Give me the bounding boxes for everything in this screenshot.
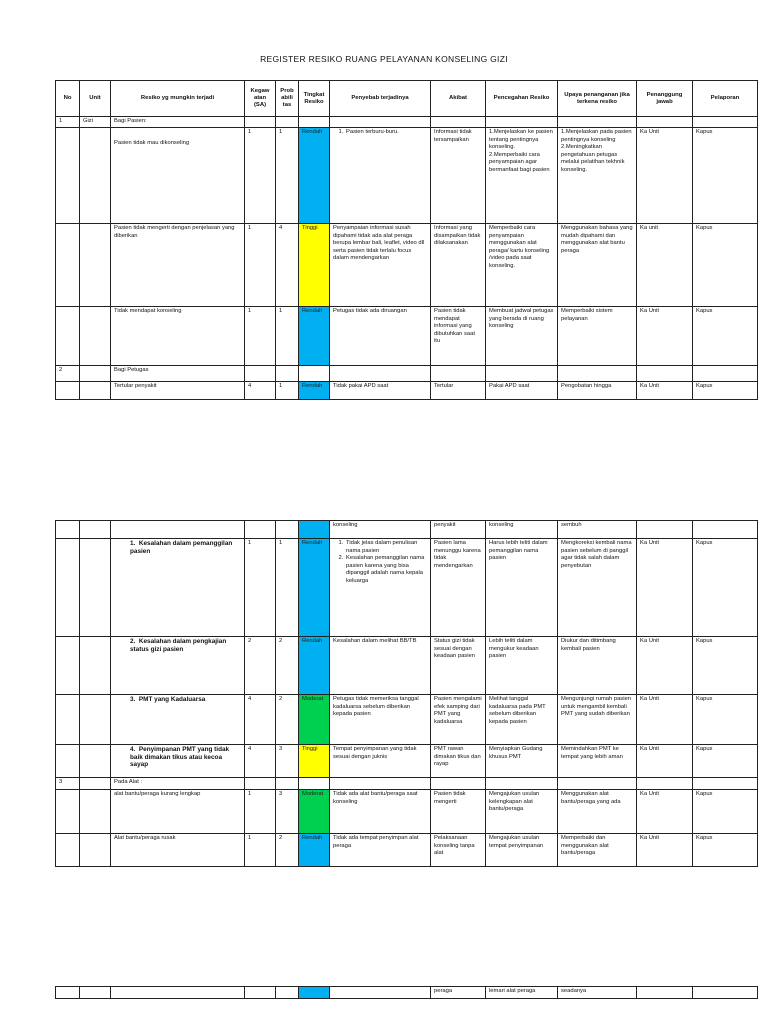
cell-akibat: Tertular	[431, 382, 486, 400]
header-kegawatan: Kegaw atan (SA)	[245, 81, 276, 117]
cell-tingkat: Tinggi	[299, 745, 330, 778]
cell-resiko: Pasien tidak mengerti dengan penjelasan yang diberikan	[111, 224, 245, 307]
cell-tingkat	[299, 987, 330, 999]
cell-pelaporan: Kapus	[693, 128, 758, 224]
cell-prob: 1	[276, 307, 299, 366]
cell-tingkat: Rendah	[299, 539, 330, 637]
cell-resiko: Tidak mendapat konseling	[111, 307, 245, 366]
cell-upaya: Pengobatan hingga	[558, 382, 637, 400]
table-row	[56, 117, 758, 128]
cell-upaya: Diukur dan ditimbang kembali pasien	[558, 637, 637, 695]
cell-prob: 2	[276, 695, 299, 745]
cell-sa: 4	[245, 745, 276, 778]
header-pencegahan: Pencegahan Resiko	[486, 81, 558, 117]
header-tingkat: Tingkat Resiko	[299, 81, 330, 117]
cell-no: 2	[56, 366, 80, 382]
cell-pelaporan: Kapus	[693, 745, 758, 778]
cell-akibat: peraga	[431, 987, 486, 999]
header-akibat: Akibat	[431, 81, 486, 117]
document-title: REGISTER RESIKO RUANG PELAYANAN KONSELING GIZI	[260, 54, 508, 64]
table-row	[56, 745, 758, 778]
cell-penyebab: Petugas tidak memeriksa tanggal kadaluarsa sebelum diberikan kepada pasien	[330, 695, 431, 745]
table-row	[56, 778, 758, 790]
cell-upaya: sembuh	[558, 521, 637, 539]
table-row	[56, 790, 758, 834]
cell-upaya: Mengunjungi rumah pasien untuk mengambil kembali PMT yang sudah diberikan	[558, 695, 637, 745]
cell-sa: 1	[245, 790, 276, 834]
cell-penyebab: Kesalahan dalam melihat BB/TB	[330, 637, 431, 695]
risk-register-table-1	[55, 80, 758, 400]
cell-sa: 1	[245, 834, 276, 867]
penyebab-item: 1. Pasien terburu-buru.	[345, 129, 427, 137]
cell-pj: Ka Unit	[637, 382, 693, 400]
cell-upaya: Menggunakan alat bantu/peraga yang ada	[558, 790, 637, 834]
cell-pj: Ka unit	[637, 224, 693, 307]
cell-pencegahan: Menyiapkan Gudang khusus PMT	[486, 745, 558, 778]
risk-register-table-3	[55, 986, 758, 999]
cell-pj: Ka Unit	[637, 128, 693, 224]
cell-resiko	[111, 745, 245, 778]
cell-akibat: PMT rawan dimakan tikus dan rayap	[431, 745, 486, 778]
cell-prob: 3	[276, 790, 299, 834]
cell-akibat: Informasi tidak tersampaikan	[431, 128, 486, 224]
cell-upaya: Menggunakan bahasa yang mudah dipahami dan menggunakan alat bantu peraga	[558, 224, 637, 307]
cell-penyebab: Penyampaian informasi susah dipahami tidak ada alat peraga berupa lembar bali, leaflet, video dll serta pasien tidak terlalu focus dalam mendengarkan	[330, 224, 431, 307]
header-penyebab: Penyebab terjadinya	[330, 81, 431, 117]
table-row	[56, 987, 758, 999]
cell-pj: Ka Unit	[637, 307, 693, 366]
cell-prob: 4	[276, 224, 299, 307]
cell-akibat: penyakit	[431, 521, 486, 539]
cell-tingkat: Moderat	[299, 790, 330, 834]
cell-pelaporan: Kapus	[693, 382, 758, 400]
cell-resiko: alat bantu/peraga kurang lengkap	[111, 790, 245, 834]
header-unit: Unit	[80, 81, 111, 117]
cell-tingkat: Rendah	[299, 637, 330, 695]
cell-prob: 1	[276, 382, 299, 400]
cell-upaya	[558, 128, 637, 224]
cell-resiko: Bagi Petugas	[111, 366, 245, 382]
cell-pencegahan: Harus lebih teliti dalam pemanggilan nama pasien	[486, 539, 558, 637]
cell-pencegahan: Membuat jadwal petugas yang berada di ruang konseling	[486, 307, 558, 366]
cell-pj: Ka Unit	[637, 695, 693, 745]
cell-prob: 3	[276, 745, 299, 778]
cell-sa: 4	[245, 695, 276, 745]
table-row	[56, 224, 758, 307]
table-row	[56, 366, 758, 382]
cell-upaya: Memperbaiki dan menggunakan alat bantu/peraga	[558, 834, 637, 867]
table-row	[56, 539, 758, 637]
resiko-text: Pasien tidak mau dikonseling	[114, 140, 190, 146]
table-row	[56, 521, 758, 539]
cell-akibat: Pasien tidak mendapat informasi yang dibutuhkan saat itu	[431, 307, 486, 366]
cell-pencegahan: Lebih teliti dalam mengukur keadaan pasien	[486, 637, 558, 695]
table-row	[56, 128, 758, 224]
resiko-item-1: 1. Kesalahan dalam pemanggilan pasien	[130, 540, 233, 555]
cell-tingkat	[299, 521, 330, 539]
header-probabilitas: Prob abili tas	[276, 81, 299, 117]
pencegahan-line: 2.Memperbaiki cara penyampaian agar bermanfaat bagi pasien	[489, 151, 550, 173]
cell-prob: 2	[276, 637, 299, 695]
cell-tingkat: Rendah	[299, 834, 330, 867]
cell-sa: 1	[245, 128, 276, 224]
cell-pencegahan: lemari alat peraga	[486, 987, 558, 999]
cell-pelaporan: Kapus	[693, 834, 758, 867]
cell-pj: Ka Unit	[637, 834, 693, 867]
cell-akibat: Pasien mengalami efek samping dari PMT yang kadaluarsa	[431, 695, 486, 745]
cell-akibat: Status gizi tidak sesuai dengan keadaan pasien	[431, 637, 486, 695]
cell-upaya: seadanya	[558, 987, 637, 999]
cell-tingkat: Rendah	[299, 382, 330, 400]
cell-resiko	[111, 637, 245, 695]
cell-upaya: Memperbaiki sistem pelayanan	[558, 307, 637, 366]
cell-akibat: Pasien tidak mengerti	[431, 790, 486, 834]
header-pelaporan: Pelaporan	[693, 81, 758, 117]
cell-resiko: Tertular penyakit	[111, 382, 245, 400]
cell-prob: 1	[276, 128, 299, 224]
cell-penyebab: Tidak ada alat bantu/peraga saat konseling	[330, 790, 431, 834]
penyebab-item: 1. Tidak jelas dalam penulisan nama pasien	[345, 540, 427, 555]
cell-prob: 2	[276, 834, 299, 867]
cell-pencegahan: konseling	[486, 521, 558, 539]
cell-unit: Gizi	[80, 117, 111, 128]
table-row	[56, 382, 758, 400]
resiko-text: Penyimpanan PMT yang tidak baik dimakan tikus atau kecoa sayap	[130, 746, 230, 769]
cell-penyebab: Petugas tidak ada diruangan	[330, 307, 431, 366]
cell-pelaporan: Kapus	[693, 637, 758, 695]
cell-upaya: Mengkoreksi kembali nama pasien sebelum di panggil agar tidak salah dalam penyebutan	[558, 539, 637, 637]
cell-penyebab: konseling	[330, 521, 431, 539]
cell-sa: 1	[245, 539, 276, 637]
risk-register-table-2	[55, 520, 758, 867]
cell-penyebab: Tidak pakai APD saat	[330, 382, 431, 400]
table-row	[56, 834, 758, 867]
cell-penyebab	[330, 128, 431, 224]
cell-sa: 4	[245, 382, 276, 400]
header-row	[56, 81, 758, 117]
cell-upaya: Memindahkan PMT ke tempat yang lebih aman	[558, 745, 637, 778]
resiko-text: Kesalahan dalam pemanggilan pasien	[130, 540, 233, 555]
cell-akibat: Pelaksanaan konseling tanpa alat	[431, 834, 486, 867]
cell-tingkat: Rendah	[299, 128, 330, 224]
cell-sa: 1	[245, 224, 276, 307]
cell-akibat: Informasi yang disampaikan tidak dilaksanakan	[431, 224, 486, 307]
cell-pelaporan: Kapus	[693, 307, 758, 366]
cell-pj: Ka Unit	[637, 790, 693, 834]
cell-pencegahan: Melihat tanggal kadaluarsa pada PMT sebelum diberikan kepada pasien	[486, 695, 558, 745]
cell-sa: 2	[245, 637, 276, 695]
cell-akibat: Pasien lama menunggu karena tidak mendengarkan	[431, 539, 486, 637]
cell-no: 1	[56, 117, 80, 128]
resiko-text: Kesalahan dalam pengkajian status gizi pasien	[130, 638, 227, 653]
resiko-text: PMT yang Kadaluarsa	[138, 696, 206, 703]
cell-pencegahan: Memperbaiki cara penyampaian menggunakan alat peraga/ kartu konseling /video pada saat konseling.	[486, 224, 558, 307]
cell-pencegahan: Mengajukan usulan kelengkapan alat bantu/peraga	[486, 790, 558, 834]
cell-pelaporan: Kapus	[693, 790, 758, 834]
header-penanggung-jawab: Penanggung jawab	[637, 81, 693, 117]
header-no: No	[56, 81, 80, 117]
cell-pencegahan	[486, 128, 558, 224]
cell-pelaporan: Kapus	[693, 224, 758, 307]
table-row	[56, 637, 758, 695]
table-row	[56, 307, 758, 366]
cell-pj: Ka Unit	[637, 637, 693, 695]
cell-resiko	[111, 128, 245, 224]
cell-penyebab	[330, 539, 431, 637]
cell-prob: 1	[276, 539, 299, 637]
upaya-line: 2.Meningkatkan pengetahuan petugas melalui pelatihan tekhnik konseling.	[561, 144, 625, 173]
cell-resiko: Pada Alat :	[111, 778, 245, 790]
cell-penyebab: Tidak ada tempat penyimpan alat peraga	[330, 834, 431, 867]
pencegahan-line: 1.Menjelaskan ke pasien tentang pentingnya konseling.	[489, 129, 553, 151]
cell-tingkat: Rendah	[299, 307, 330, 366]
cell-penyebab: Tempat penyimpanan yang tidak sesuai dengan juknis	[330, 745, 431, 778]
cell-pelaporan: Kapus	[693, 539, 758, 637]
resiko-item-4: 4. Penyimpanan PMT yang tidak baik dimakan tikus atau kecoa sayap	[130, 746, 230, 769]
resiko-item-2: 2. Kesalahan dalam pengkajian status gizi pasien	[130, 638, 227, 653]
cell-pencegahan: Mengajukan usulan tempat penyimpanan	[486, 834, 558, 867]
header-upaya: Upaya penanganan jika terkena resiko	[558, 81, 637, 117]
cell-sa: 1	[245, 307, 276, 366]
cell-no: 3	[56, 778, 80, 790]
penyebab-item: 2. Kesalahan pemanggilan nama pasien karena yang bisa dipanggil adalah nama kepala keluarga	[345, 555, 427, 585]
upaya-line: 1.Menjelaskan pada pasien pentingnya konseling	[561, 129, 632, 143]
cell-pencegahan: Pakai APD saat	[486, 382, 558, 400]
cell-tingkat: Tinggi	[299, 224, 330, 307]
cell-resiko: Bagi Pasien:	[111, 117, 245, 128]
table-row	[56, 695, 758, 745]
cell-resiko	[111, 695, 245, 745]
cell-pj: Ka Unit	[637, 539, 693, 637]
header-resiko: Resiko yg mungkin terjadi	[111, 81, 245, 117]
cell-pj: Ka Unit	[637, 745, 693, 778]
resiko-item-3: 3. PMT yang Kadaluarsa	[130, 696, 206, 703]
cell-tingkat: Moderat	[299, 695, 330, 745]
cell-resiko	[111, 539, 245, 637]
cell-pelaporan: Kapus	[693, 695, 758, 745]
cell-resiko: Alat bantu/peraga rusak	[111, 834, 245, 867]
